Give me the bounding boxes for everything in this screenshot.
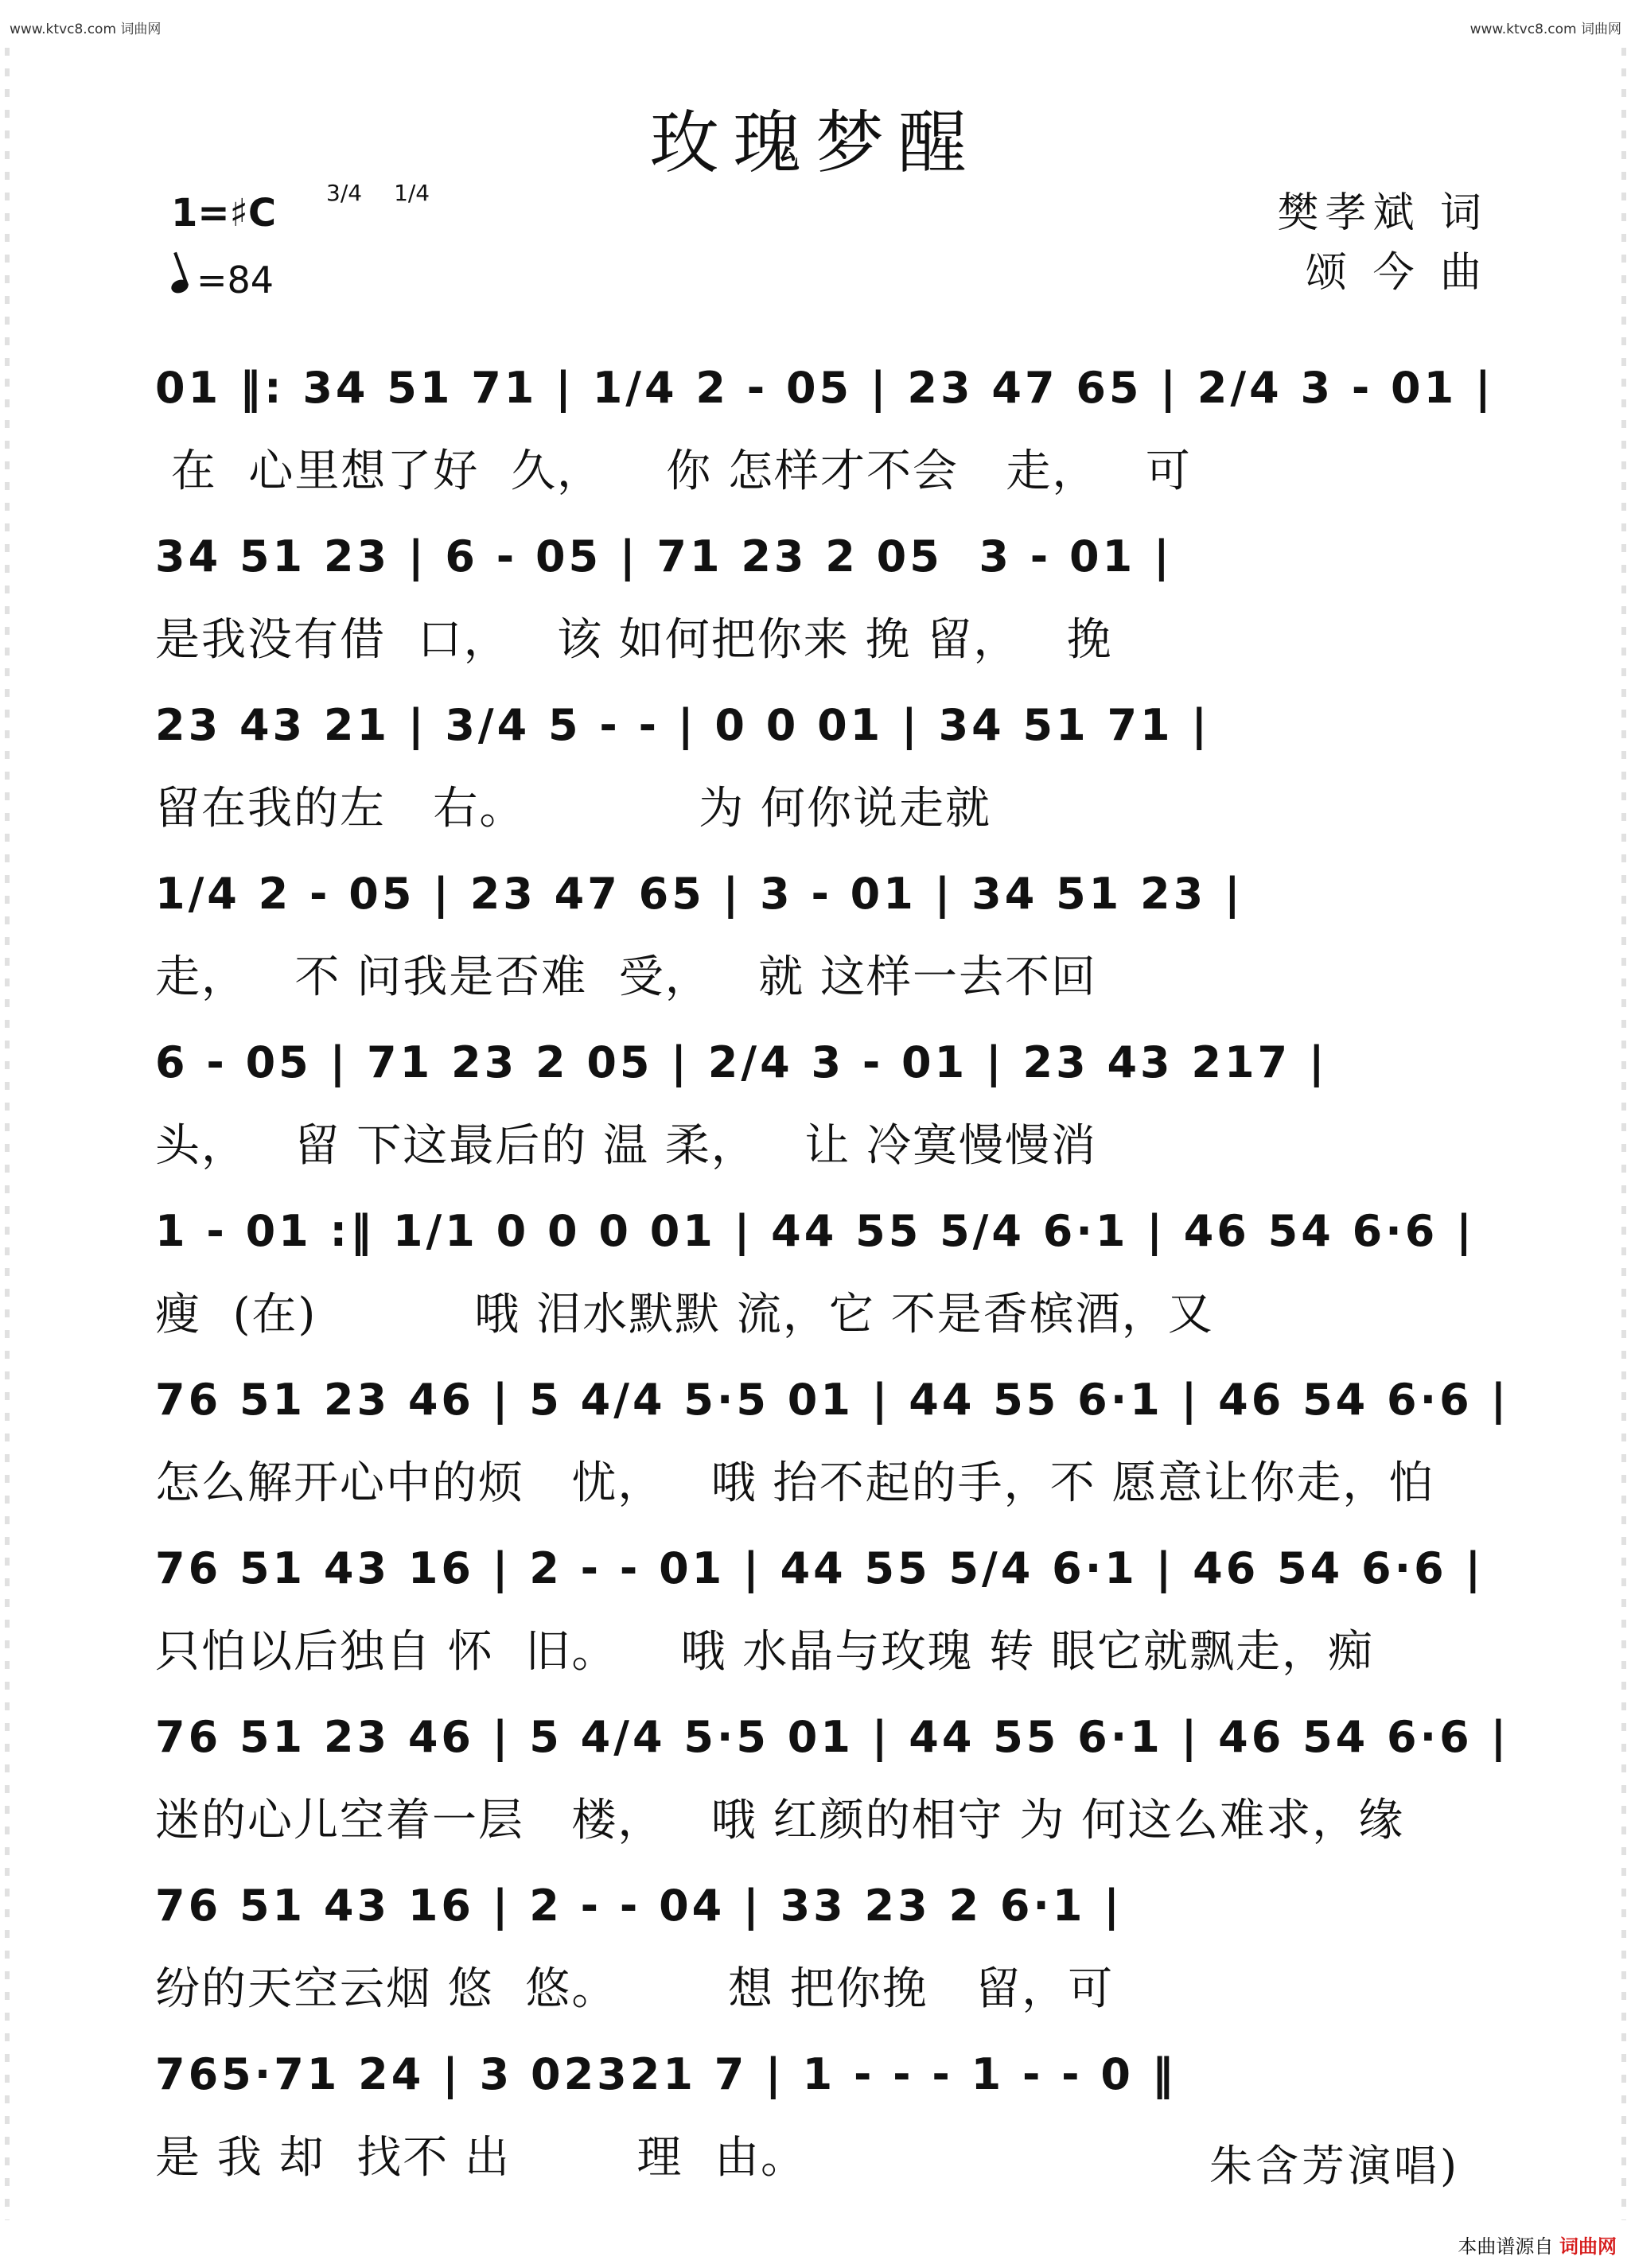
- score-system: [155, 671, 1500, 840]
- tempo-value: =84: [197, 259, 274, 301]
- lyric-line: 留在我的左 右。 为 何你说走就: [155, 783, 992, 834]
- notation-line: [155, 1025, 1500, 1104]
- score-system: [155, 1346, 1510, 1515]
- lyric-line: 瘦 (在) 哦 泪水默默 流，它 不是香槟酒，又: [155, 1289, 1214, 1340]
- lyric-line: 在 心里想了好 久， 你 怎样才不会 走， 可: [155, 445, 1192, 497]
- notation-line: [155, 1531, 1500, 1610]
- lyric-line: 只怕以后独自 怀 旧。 哦 水晶与玫瑰 转 眼它就飘走，痴: [155, 1626, 1375, 1678]
- notation-line: [155, 856, 1500, 936]
- footer-text: 本曲谱源自: [1458, 2235, 1554, 2258]
- singer-credit: 朱含芳演唱): [1209, 2141, 1461, 2191]
- notation-line: [155, 1362, 1510, 1441]
- notes-text: 6 - 05 | 71 23 2 05 | 2/4 3 - 01 | 23 43 217 |: [155, 1037, 1328, 1087]
- song-title: 玫瑰梦醒: [650, 103, 981, 183]
- notation-line: [155, 350, 1500, 430]
- notes-text: 1 - 01 :‖ 1/1 0 0 0 01 | 44 55 5/4 6·1 | 46 54 6·6 |: [155, 1206, 1475, 1256]
- notation-line: [155, 687, 1500, 767]
- footer-brand: 词曲网: [1559, 2235, 1617, 2258]
- key-signature: 1=♯C: [171, 191, 277, 235]
- lyricist-credit: 樊孝斌 词: [1277, 189, 1488, 237]
- meter-2: 1/4: [394, 180, 430, 206]
- notes-text: 76 51 43 16 | 2 - - 01 | 44 55 5/4 6·1 | 46 54 6·6 |: [155, 1543, 1485, 1593]
- source-footer: [1458, 2231, 1617, 2258]
- lyric-line: 是 我 却 找不 出 理 由。: [155, 2132, 808, 2184]
- notation-line: [155, 2037, 1500, 2116]
- score-system: [155, 1177, 1500, 1346]
- score-system: [155, 1852, 1500, 2021]
- notation-line: [155, 1868, 1500, 1947]
- score-system: [155, 334, 1500, 503]
- tempo-marking: [171, 259, 274, 301]
- time-signatures: [326, 181, 430, 205]
- lyric-line: 纷的天空云烟 悠 悠。 想 把你挽 留，可: [155, 1963, 1115, 2015]
- score-system: [155, 503, 1500, 671]
- score-system: [155, 1515, 1500, 1683]
- lyric-line: 迷的心儿空着一层 楼， 哦 红颜的相守 为 何这么难求，缘: [155, 1795, 1405, 1846]
- composer-credit: 颂 今 曲: [1305, 249, 1488, 297]
- margin-watermark-left: [5, 48, 10, 2220]
- quarter-note-icon: [169, 278, 190, 296]
- notes-text: 23 43 21 | 3/4 5 - - | 0 0 01 | 34 51 71 |: [155, 700, 1211, 750]
- margin-watermark-right: [1621, 48, 1626, 2220]
- notation-line: [155, 1193, 1500, 1273]
- notes-text: 76 51 23 46 | 5 4/4 5·5 01 | 44 55 6·1 | 46 54 6·6 |: [155, 1712, 1510, 1762]
- lyric-line: 是我没有借 口， 该 如何把你来 挽 留， 挽: [155, 614, 1113, 666]
- notes-text: 34 51 23 | 6 - 05 | 71 23 2 05 3 - 01 |: [155, 531, 1173, 582]
- watermark-right: www.ktvc8.com 词曲网: [1469, 21, 1621, 37]
- notes-text: 76 51 23 46 | 5 4/4 5·5 01 | 44 55 6·1 | 46 54 6·6 |: [155, 1375, 1510, 1425]
- notes-text: 1/4 2 - 05 | 23 47 65 | 3 - 01 | 34 51 23 |: [155, 869, 1244, 919]
- jianpu-score: [155, 334, 1510, 2189]
- watermark-left: www.ktvc8.com 词曲网: [10, 21, 162, 37]
- notation-line: [155, 519, 1500, 598]
- lyric-line: 怎么解开心中的烦 忧， 哦 抬不起的手，不 愿意让你走，怕: [155, 1457, 1435, 1509]
- lyric-line: 走， 不 问我是否难 受， 就 这样一去不回: [155, 951, 1098, 1003]
- score-system: [155, 1683, 1510, 1852]
- score-system: [155, 1009, 1500, 1177]
- notes-text: 01 ‖: 34 51 71 | 1/4 2 - 05 | 23 47 65 | 2/4 3 - 01 |: [155, 363, 1494, 413]
- notes-text: 76 51 43 16 | 2 - - 04 | 33 23 2 6·1 |: [155, 1881, 1123, 1931]
- lyric-line: 头， 留 下这最后的 温 柔， 让 冷寞慢慢消: [155, 1120, 1098, 1172]
- meter-1: 3/4: [326, 180, 363, 206]
- notes-text: 765·71 24 | 3 02321 7 | 1 - - - 1 - - 0 ‖: [155, 2049, 1177, 2099]
- score-system: [155, 840, 1500, 1009]
- notation-line: [155, 1699, 1510, 1779]
